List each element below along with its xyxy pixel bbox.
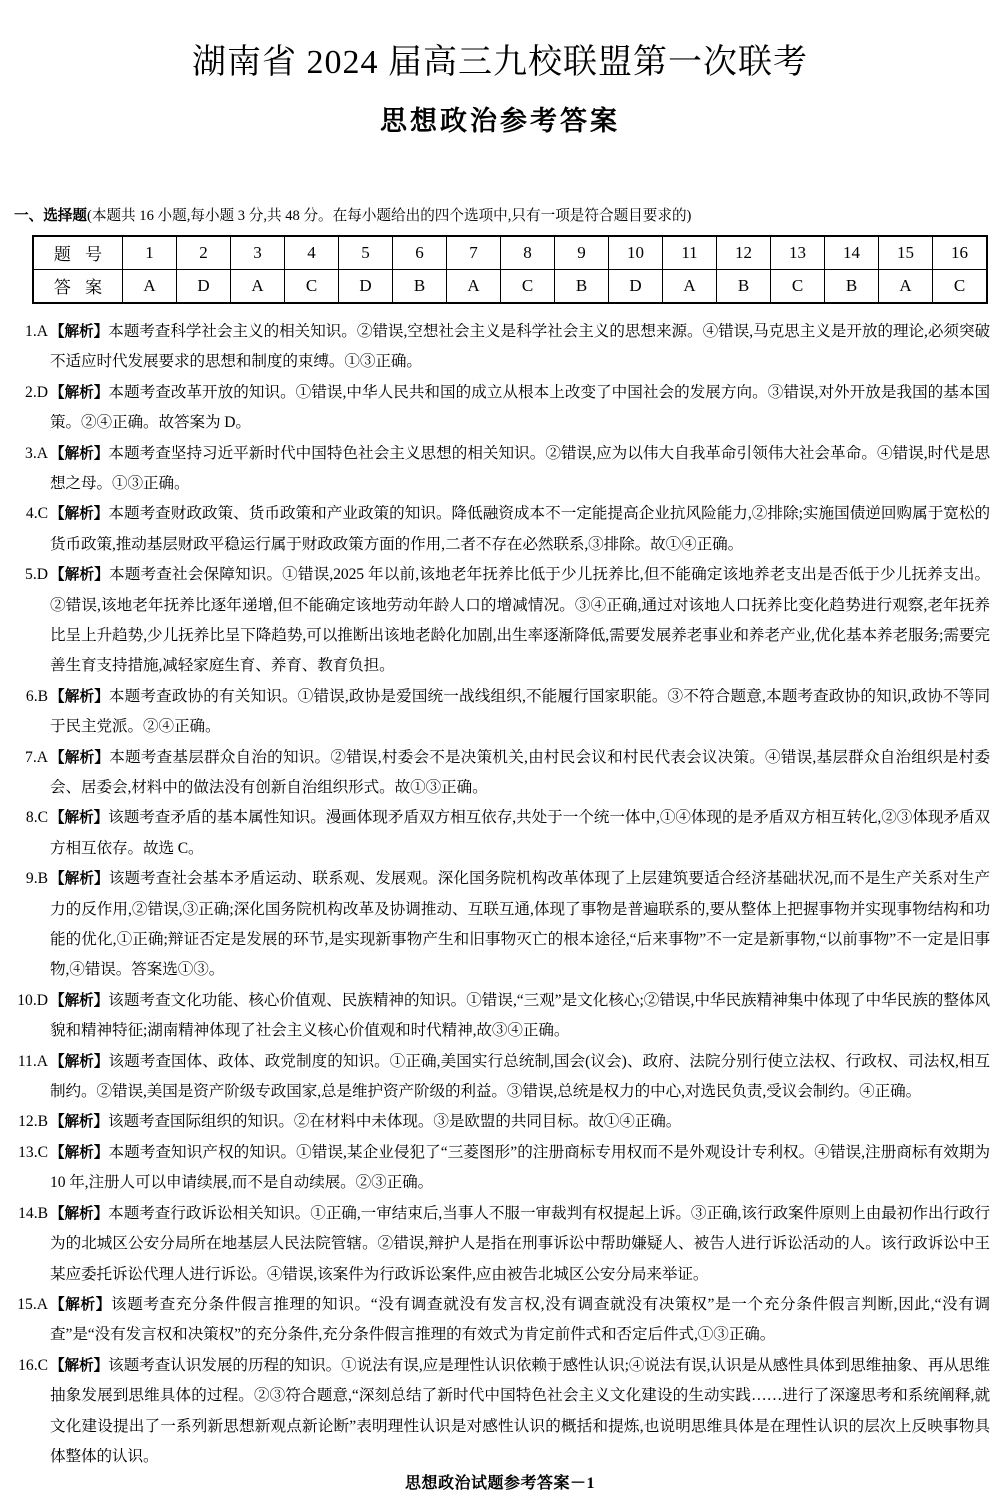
explanation-text: 本题考查政协的有关知识。①错误,政协是爱国统一战线组织,不能履行国家职能。③不符合题意,本题考查政协的知识,政协不等同于民主党派。②④正确。 — [50, 687, 990, 736]
explanation-text: 本题考查社会保障知识。①错误,2025 年以前,该地老年抚养比低于少儿抚养比,但不能确定该地养老支出是否低于少儿抚养支出。②错误,该地老年抚养比逐年递增,但不能确定该地劳动年龄人口的增减情况。③④正确,通过对该地人口抚养比变化趋势进行观察,老年抚养比呈上升趋势,少儿抚养比呈下降趋势,可以推断出该地老龄化加剧,出生率逐渐降低,需要发展养老事业和养老产业,优化基本养老服务;需要完善生育支持措施,减轻家庭生育、养育、教育负担。 — [50, 566, 990, 675]
explanation-item — [8, 378, 990, 439]
explanation-body — [50, 1351, 990, 1473]
row-header-answer: 答 案 — [33, 269, 123, 303]
explanation-number: 15.A — [17, 1295, 48, 1313]
section-heading — [14, 206, 986, 226]
answer-cell: D — [177, 269, 231, 303]
explanation-body — [50, 560, 990, 682]
question-number-cell: 11 — [663, 236, 717, 270]
explanation-number: 16.C — [18, 1356, 48, 1374]
explanation-item — [8, 1047, 990, 1108]
explanation-number: 2.D — [25, 383, 48, 401]
explanation-number: 11.A — [17, 1052, 48, 1070]
question-number-cell: 13 — [771, 236, 825, 270]
explanation-body — [50, 743, 990, 804]
answer-cell: C — [933, 269, 988, 303]
question-number-cell: 5 — [339, 236, 393, 270]
explanation-number: 10.D — [17, 991, 48, 1009]
multiple-choice-section — [0, 138, 1000, 304]
explanation-item — [8, 682, 990, 743]
question-number-cell: 16 — [933, 236, 988, 270]
explanation-item — [8, 743, 990, 804]
answer-cell: A — [231, 269, 285, 303]
explanation-number: 14.B — [18, 1204, 48, 1222]
answer-cell: C — [501, 269, 555, 303]
explanation-number: 3.A — [25, 444, 48, 462]
explanation-body — [50, 378, 990, 439]
question-number-cell: 9 — [555, 236, 609, 270]
explanation-item — [8, 1351, 990, 1473]
explanation-list — [0, 317, 1000, 1472]
explanation-text: 本题考查知识产权的知识。①错误,某企业侵犯了“三菱图形”的注册商标专用权而不是外观设计专利权。④错误,注册商标有效期为 10 年,注册人可以申请续展,而不是自动续展。②③正确。 — [50, 1143, 990, 1192]
explanation-text: 本题考查基层群众自治的知识。②错误,村委会不是决策机关,由村民会议和村民代表会议决策。④错误,基层群众自治组织是村委会、居委会,材料中的做法没有创新自治组织形式。故①③正确。 — [50, 748, 990, 797]
table-row-question-numbers — [33, 236, 987, 270]
answer-cell: B — [393, 269, 447, 303]
explanation-item — [8, 864, 990, 986]
page-subtitle: 思想政治参考答案 — [380, 105, 620, 137]
answer-cell: D — [339, 269, 393, 303]
question-number-cell: 3 — [231, 236, 285, 270]
answer-cell: B — [825, 269, 879, 303]
analysis-tag: 【解析】 — [50, 505, 109, 523]
explanation-body — [50, 986, 990, 1047]
analysis-tag: 【解析】 — [50, 1356, 109, 1374]
explanation-item — [8, 317, 990, 378]
answer-cell: B — [555, 269, 609, 303]
explanation-body — [50, 317, 990, 378]
explanation-text: 该题考查矛盾的基本属性知识。漫画体现矛盾双方相互依存,共处于一个统一体中,①④体现的是矛盾双方相互转化,②③体现矛盾双方相互依存。故选 C。 — [50, 809, 990, 857]
explanation-text: 该题考查国体、政体、政党制度的知识。①正确,美国实行总统制,国会(议会)、政府、法院分别行使立法权、行政权、司法权,相互制约。②错误,美国是资产阶级专政国家,总是维护资产阶级的利益。③错误,总统是权力的中心,对选民负责,受议会制约。④正确。 — [50, 1052, 990, 1101]
page-footer: 思想政治试题参考答案－1 — [404, 1475, 595, 1492]
analysis-tag: 【解析】 — [50, 991, 109, 1009]
answer-cell: A — [447, 269, 501, 303]
explanation-number: 13.C — [18, 1143, 48, 1161]
answer-cell: D — [609, 269, 663, 303]
explanation-item — [8, 1199, 990, 1290]
analysis-tag: 【解析】 — [50, 1204, 109, 1222]
explanation-text: 该题考查文化功能、核心价值观、民族精神的知识。①错误,“三观”是文化核心;②错误,中华民族精神集中体现了中华民族的整体风貌和精神特征;湖南精神体现了社会主义核心价值观和时代精神,故③④正确。 — [50, 991, 990, 1040]
question-number-cell: 7 — [447, 236, 501, 270]
explanation-body — [50, 1138, 990, 1199]
explanation-item — [8, 1290, 990, 1351]
explanation-text: 本题考查科学社会主义的相关知识。②错误,空想社会主义是科学社会主义的思想来源。④错误,马克思主义是开放的理论,必须突破不适应时代发展要求的思想和制度的束缚。①③正确。 — [50, 322, 990, 371]
question-number-cell: 15 — [879, 236, 933, 270]
question-number-cell: 1 — [123, 236, 177, 270]
row-header-question-number: 题 号 — [33, 236, 123, 270]
analysis-tag: 【解析】 — [50, 1113, 108, 1131]
question-number-cell: 8 — [501, 236, 555, 270]
section-label: 一、选择题 — [14, 207, 87, 224]
explanation-item — [8, 803, 990, 864]
question-number-cell: 10 — [609, 236, 663, 270]
analysis-tag: 【解析】 — [50, 383, 109, 401]
explanation-text: 本题考查财政政策、货币政策和产业政策的知识。降低融资成本不一定能提高企业抗风险能力,②排除;实施国债逆回购属于宽松的货币政策,推动基层财政平稳运行属于财政政策方面的作用,二者不存在必然联系,③排除。故①④正确。 — [50, 505, 990, 553]
explanation-item — [8, 986, 990, 1047]
explanation-number: 4.C — [25, 505, 48, 523]
explanation-item — [8, 499, 990, 560]
explanation-text: 本题考查改革开放的知识。①错误,中华人民共和国的成立从根本上改变了中国社会的发展方向。③错误,对外开放是我国的基本国策。②④正确。故答案为 D。 — [50, 383, 990, 432]
explanation-number: 6.B — [25, 687, 48, 705]
explanation-number: 9.B — [25, 870, 48, 888]
question-number-cell: 12 — [717, 236, 771, 270]
explanation-body — [50, 499, 990, 560]
explanation-body — [50, 1107, 990, 1137]
explanation-item — [8, 1138, 990, 1199]
analysis-tag: 【解析】 — [50, 322, 109, 340]
analysis-tag: 【解析】 — [50, 444, 109, 462]
explanation-number: 5.D — [25, 566, 48, 584]
explanation-body — [50, 864, 990, 986]
answer-cell: A — [663, 269, 717, 303]
explanation-number: 1.A — [25, 322, 48, 340]
analysis-tag: 【解析】 — [50, 687, 109, 705]
explanation-body — [50, 1199, 990, 1290]
section-note: (本题共 16 小题,每小题 3 分,共 48 分。在每小题给出的四个选项中,只有一项是符合题目要求的) — [86, 207, 692, 224]
explanation-number: 8.C — [25, 809, 48, 827]
answer-cell: C — [285, 269, 339, 303]
explanation-body — [50, 1047, 990, 1108]
explanation-text: 本题考查坚持习近平新时代中国特色社会主义思想的相关知识。②错误,应为以伟大自我革命引领伟大社会革命。④错误,时代是思想之母。①③正确。 — [50, 444, 990, 492]
answer-cell: B — [717, 269, 771, 303]
answer-cell: A — [879, 269, 933, 303]
analysis-tag: 【解析】 — [50, 1052, 109, 1070]
explanation-text: 本题考查行政诉讼相关知识。①正确,一审结束后,当事人不服一审裁判有权提起上诉。③正确,该行政案件原则上由最初作出行政行为的北城区公安分局所在地基层人民法院管辖。②错误,辩护人是指在刑事诉讼中帮助嫌疑人、被告人进行诉讼活动的人。该行政诉讼中王某应委托诉讼代理人进行诉讼。④错误,该案件为行政诉讼案件,应由被告北城区公安分局来举证。 — [50, 1204, 990, 1283]
analysis-tag: 【解析】 — [50, 809, 109, 827]
explanation-text: 该题考查国际组织的知识。②在材料中未体现。③是欧盟的共同目标。故①④正确。 — [107, 1113, 682, 1131]
explanation-body — [50, 803, 990, 864]
page-title: 湖南省 2024 届高三九校联盟第一次联考 — [192, 44, 808, 81]
explanation-item — [8, 439, 990, 500]
analysis-tag: 【解析】 — [50, 870, 109, 888]
answer-cell: A — [123, 269, 177, 303]
explanation-item — [8, 1107, 990, 1137]
analysis-tag: 【解析】 — [50, 1143, 109, 1161]
answer-key-table — [32, 235, 988, 304]
question-number-cell: 14 — [825, 236, 879, 270]
question-number-cell: 4 — [285, 236, 339, 270]
explanation-body — [50, 682, 990, 743]
analysis-tag: 【解析】 — [50, 566, 109, 584]
question-number-cell: 6 — [393, 236, 447, 270]
table-row-answers — [33, 269, 987, 303]
analysis-tag: 【解析】 — [50, 748, 110, 766]
explanation-number: 7.A — [25, 748, 48, 766]
explanation-body — [50, 1290, 990, 1351]
explanation-number: 12.B — [18, 1113, 48, 1131]
explanation-text: 该题考查充分条件假言推理的知识。“没有调查就没有发言权,没有调查就没有决策权”是一个充分条件假言判断,因此,“没有调查”是“没有发言权和决策权”的充分条件,充分条件假言推理的有效式为肯定前件式和否定后件式,①③正确。 — [50, 1295, 990, 1344]
analysis-tag: 【解析】 — [50, 1295, 111, 1313]
answer-cell: C — [771, 269, 825, 303]
explanation-body — [50, 439, 990, 500]
explanation-text: 该题考查认识发展的历程的知识。①说法有误,应是理性认识依赖于感性认识;④说法有误,认识是从感性具体到思维抽象、再从思维抽象发展到思维具体的过程。②③符合题意,“深刻总结了新时代中国特色社会主义文化建设的生动实践……进行了深邃思考和系统阐释,就文化建设提出了一系列新思想新观点新论断”表明理性认识是对感性认识的概括和提炼,也说明思维具体是在理性认识的层次上反映事物具体整体的认识。 — [50, 1356, 990, 1465]
explanation-item — [8, 560, 990, 682]
explanation-text: 该题考查社会基本矛盾运动、联系观、发展观。深化国务院机构改革体现了上层建筑要适合经济基础状况,而不是生产关系对生产力的反作用,②错误,③正确;深化国务院机构改革及协调推动、互联互通,体现了事物是普遍联系的,要从整体上把握事物并实现事物结构和功能的优化,①正确;辩证否定是发展的环节,是实现新事物产生和旧事物灭亡的根本途径,“后来事物”不一定是新事物,“以前事物”不一定是旧事物,④错误。答案选①③。 — [50, 870, 990, 979]
question-number-cell: 2 — [177, 236, 231, 270]
